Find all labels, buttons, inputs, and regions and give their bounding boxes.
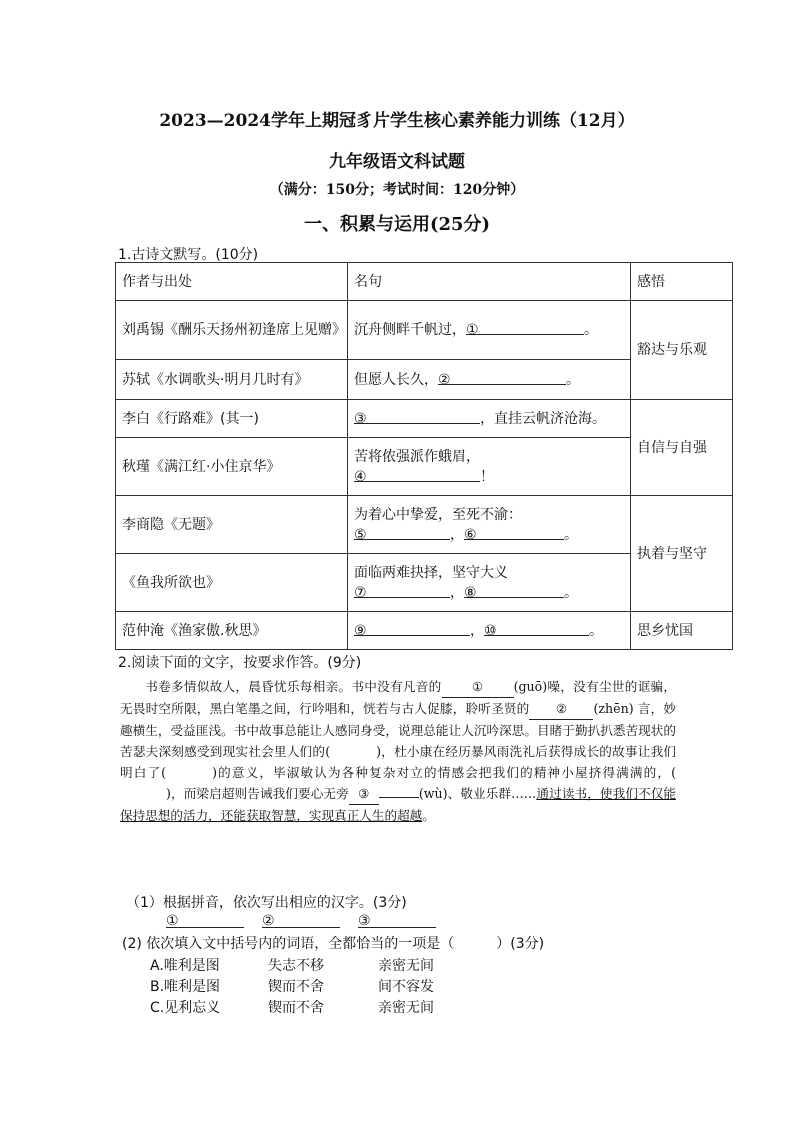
pinyin-blank-1[interactable]: ① bbox=[442, 676, 514, 698]
row-source: 苏轼《水调歌头·明月几时有》 bbox=[116, 360, 348, 400]
subquestion-2: (2) 依次填入文中括号内的词语，全都恰当的一项是（ ）(3分) bbox=[122, 936, 545, 952]
poem-table bbox=[115, 262, 733, 650]
exam-page: 2023—2024学年上期冠豸片学生核心素养能力训练（12月） 九年级语文科试题 （满分：150分；考试时间：120分钟） 一、积累与运用(25分) 1.古诗文默写。(10分) 作者与出处 名句 感悟 刘禹锡《酬乐天扬州初逢席上见赠》 沉舟侧畔千帆过，① 。 豁达与乐观 苏轼《水调歌头·明月几时有》 但愿人长久，② 。 李白《行路难》(其一) ③ ，直挂云帆济沧海。 自信与自强 秋瑾《满江红·小住京华》 苦将侬强派作蛾眉， ④ ！ 李商隐《无题》 为着心中挚爱，至死不渝： ⑤ ，⑥ 。 执着与坚守 《鱼我所欲也》 面临两难抉择，坚守大义 ⑦ ，⑧ 。 范仲淹《渔家傲.秋思》 ⑨ ，⑩ 。 思乡忧国 2.阅读下面的文字，按要求作答。(9分) 书卷多情似故人，晨昏忧乐每相亲。书中没有凡音的 ① (guō)噪，没有尘世的诓骗，无畏时空所限，黑白笔墨之间，行吟唱和，恍若与古人促膝，聆听圣贤的 ② (zhēn) 言，妙趣横生，受益匪浅。书中故事总能让人感同身受，说理总能让人沉吟深思。目睹于勤扒扒悉苦现状的苦瑟夫深刻感受到现实社会里人们的( )，杜小康在经历暴风雨洗礼后获得成长的故事让我们明白了( )的意义，毕淑敏认为各种复杂对立的情感会把我们的精神小屋挤得满满的，()，而梁启超则告诫我们要心无旁 ③ (wù)、敬业乐群……通过读书，使我们不仅能保持思想的活力，还能获取智慧，实现真正人生的超越。 （1）根据拼音，依次写出相应的汉字。(3分) ① ② ③ (2) 依次填入文中括号内的词语，全都恰当的一项是（ ）(3分) A.唯利是图 失志不移 亲密无间 B.唯利是图 锲而不舍 间不容发 C.见利忘义 锲而不舍 亲密无间 bbox=[0, 0, 794, 1123]
section-title: 一、积累与运用(25分) bbox=[303, 214, 491, 235]
answer-blank[interactable]: ⑨ bbox=[354, 621, 470, 636]
answer-blank[interactable]: ③ bbox=[354, 409, 480, 424]
subquestion-1: （1）根据拼音，依次写出相应的汉字。(3分) bbox=[126, 895, 407, 911]
row-source: 刘禹锡《酬乐天扬州初逢席上见赠》 bbox=[116, 301, 348, 360]
answer-blank[interactable]: ③ bbox=[358, 913, 436, 928]
answer-blank[interactable]: ⑦ bbox=[354, 583, 450, 598]
table-header-row bbox=[116, 263, 733, 301]
insight-cell: 豁达与乐观 bbox=[631, 301, 733, 400]
question-1-label: 1.古诗文默写。(10分) bbox=[118, 247, 259, 263]
row-source: 秋瑾《满江红·小住京华》 bbox=[116, 438, 348, 496]
underlined-sentence: 通过读书，使我们不仅能保持思想的活力，还能获取智慧，实现真正人生的超越 bbox=[120, 786, 677, 823]
row-source: 李商隐《无题》 bbox=[116, 496, 348, 554]
insight-cell: 思乡忧国 bbox=[631, 612, 733, 650]
exam-title: 2023—2024学年上期冠豸片学生核心素养能力训练（12月） bbox=[159, 111, 635, 131]
answer-blank[interactable]: ⑧ bbox=[464, 583, 564, 598]
row-line: 苦将侬强派作蛾眉， ④ ！ bbox=[348, 438, 631, 496]
table-row bbox=[116, 301, 733, 360]
subject-title: 九年级语文科试题 bbox=[329, 152, 465, 172]
pinyin-blank-2[interactable]: ② bbox=[529, 698, 593, 720]
reading-passage: 书卷多情似故人，晨昏忧乐每相亲。书中没有凡音的 ① (guō)噪，没有尘世的诓骗，无畏时空所限，黑白笔墨之间，行吟唱和，恍若与古人促膝，聆听圣贤的 ② (zhēn) 言，妙趣横生，受益匪浅。书中故事总能让人感同身受，说理总能让人沉吟深思。目睹于勤扒扒悉苦现状的苦瑟夫深刻感受到现实社会里人们的( )，杜小康在经历暴风雨洗礼后获得成长的故事让我们明白了( )的意义，毕淑敏认为各种复杂对立的情感会把我们的精神小屋挤得满满的，()，而梁启超则告诫我们要心无旁 ③ (wù)、敬业乐群……通过读书，使我们不仅能保持思想的活力，还能获取智慧，实现真正人生的超越。 bbox=[120, 676, 676, 826]
question-2-label: 2.阅读下面的文字，按要求作答。(9分) bbox=[118, 655, 362, 671]
row-line: 面临两难抉择，坚守大义 ⑦ ，⑧ 。 bbox=[348, 554, 631, 612]
row-source: 李白《行路难》(其一) bbox=[116, 400, 348, 438]
pinyin-blank-3[interactable]: ③ bbox=[349, 783, 379, 805]
insight-cell: 执着与坚守 bbox=[631, 496, 733, 612]
answer-blank[interactable]: ① bbox=[466, 320, 584, 335]
answer-blank[interactable]: ① bbox=[166, 913, 244, 928]
row-line: 沉舟侧畔千帆过，① 。 bbox=[348, 301, 631, 360]
answer-blank[interactable]: ⑩ bbox=[484, 621, 589, 636]
row-line: ③ ，直挂云帆济沧海。 bbox=[348, 400, 631, 438]
answer-blank[interactable]: ⑤ bbox=[354, 525, 450, 540]
row-line: 为着心中挚爱，至死不渝： ⑤ ，⑥ 。 bbox=[348, 496, 631, 554]
table-row bbox=[116, 612, 733, 650]
row-source: 《鱼我所欲也》 bbox=[116, 554, 348, 612]
table-row bbox=[116, 496, 733, 554]
exam-info: （满分：150分；考试时间：120分钟） bbox=[269, 182, 525, 198]
answer-blank[interactable]: ② bbox=[262, 913, 340, 928]
header-insight: 感悟 bbox=[631, 263, 733, 301]
answer-blank[interactable]: ⑥ bbox=[464, 525, 564, 540]
answer-blank[interactable]: ④ bbox=[354, 467, 480, 482]
subquestion-1-answers bbox=[166, 913, 454, 929]
row-line: ⑨ ，⑩ 。 bbox=[348, 612, 631, 650]
header-source: 作者与出处 bbox=[116, 263, 348, 301]
header-line: 名句 bbox=[348, 263, 631, 301]
answer-blank[interactable]: ② bbox=[438, 370, 566, 385]
insight-cell: 自信与自强 bbox=[631, 400, 733, 496]
row-source: 范仲淹《渔家傲.秋思》 bbox=[116, 612, 348, 650]
row-line: 但愿人长久，② 。 bbox=[348, 360, 631, 400]
table-row bbox=[116, 400, 733, 438]
